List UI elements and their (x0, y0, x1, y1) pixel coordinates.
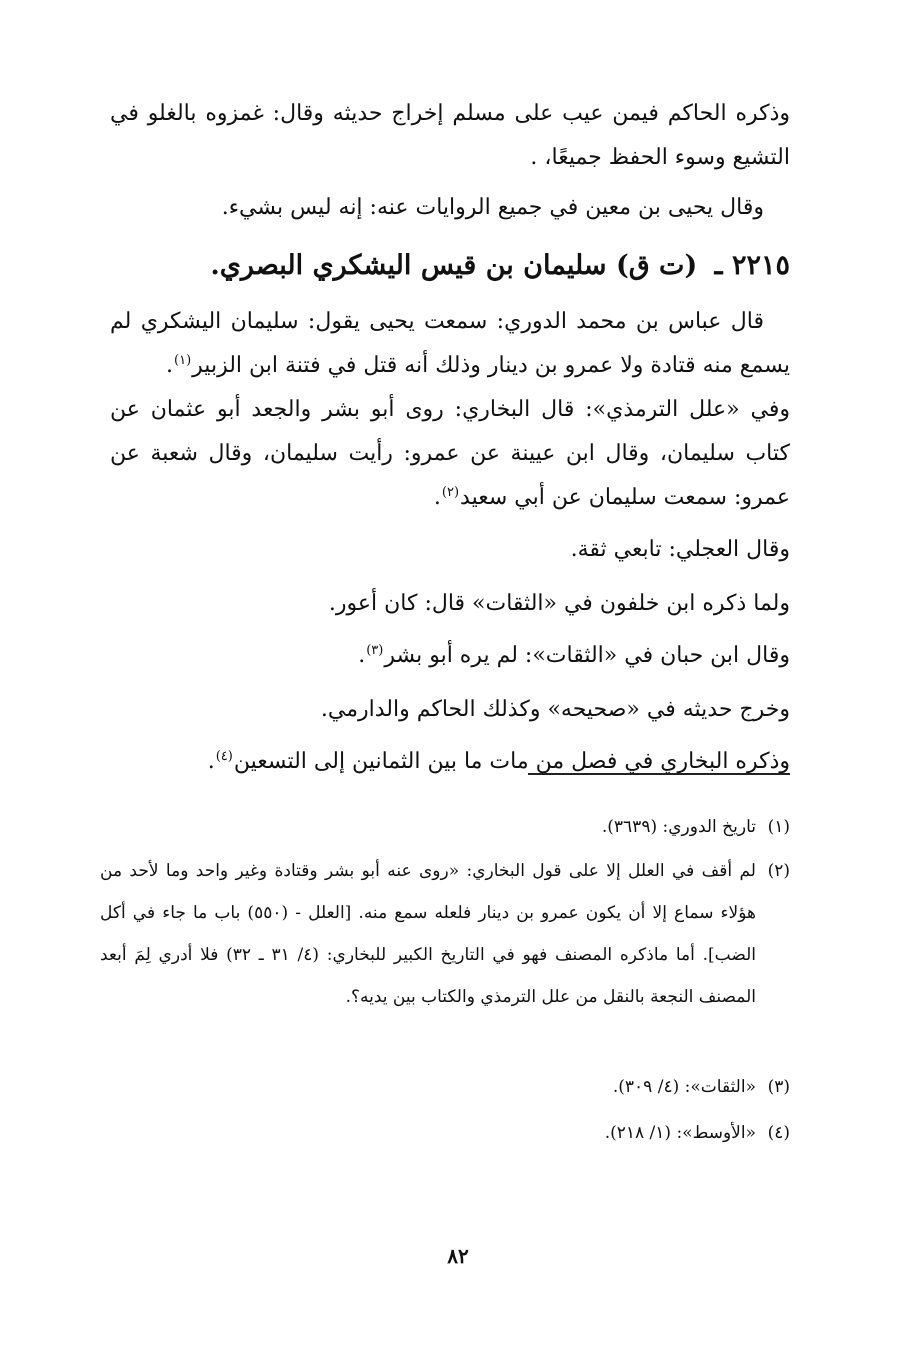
footnote-4 (100, 1112, 790, 1154)
paragraph-abbas-end: . (166, 353, 174, 378)
paragraph-yahya-text: وقال يحيى بن معين في جميع الروايات عنه: إنه ليس بشيء. (221, 195, 764, 220)
entry-heading (110, 244, 790, 288)
footnote-text: تاريخ الدوري: (٣٦٣٩). (601, 817, 756, 837)
paragraph-hakim (110, 92, 790, 180)
footnote-ref-2[interactable]: (٢) (441, 484, 460, 500)
footnote-ref-4[interactable]: (٤) (215, 748, 233, 764)
paragraph-ilal (110, 388, 790, 520)
paragraph-bukhari (110, 740, 790, 784)
paragraph-ilal-text: وفي «علل الترمذي»: قال البخاري: روى أبو بشر والجعد أبو عثمان عن كتاب سليمان، وقال ابن عيينة عن عمرو: رأيت سليمان، وقال شعبة عن عمرو: سمعت سليمان عن أبي سعيد (110, 397, 790, 510)
footnote-divider (528, 773, 790, 775)
footnote-text: «الثقات»: (٤/ ٣٠٩). (612, 1077, 756, 1097)
entry-symbols: (ت ق) (615, 250, 698, 281)
entry-number: ٢٢١٥ ـ (714, 250, 790, 281)
footnote-3 (100, 1066, 790, 1108)
paragraph-hibban-text: وقال ابن حبان في «الثقات»: لم يره أبو بشر (384, 643, 790, 668)
footnote-number: (٤) (767, 1123, 790, 1143)
footnote-text: لم أقف في العلل إلا على قول البخاري: «روى عنه أبو بشر وقتادة وغير واحد وما لأحد من هؤلاء سماع إلا أن يكون عمرو بن دينار فلعله سمع منه. [العلل - (٥٥٠) باب ما جاء في أكل الضب]. أما ماذكره المصنف فهو في التاريخ الكبير للبخاري: (٤/ ٣١ ـ ٣٢) فلا أدري لِمَ أبعد المصنف النجعة بالنقل من علل الترمذي والكتاب بين يديه؟. (100, 861, 756, 1007)
footnote-ref-1[interactable]: (١) (174, 352, 192, 368)
paragraph-bukhari-end: . (207, 749, 215, 774)
paragraph-hibban-end: . (358, 643, 366, 668)
paragraph-sahih (110, 688, 790, 732)
paragraph-sahih-text: وخرج حديثه في «صحيحه» وكذلك الحاكم والدارمي. (320, 697, 790, 722)
footnote-ref-3[interactable]: (٣) (366, 642, 384, 658)
paragraph-hakim-text: وذكره الحاكم فيمن عيب على مسلم إخراج حديثه وقال: غمزوه بالغلو في التشيع وسوء الحفظ جميعًا، . (110, 101, 790, 170)
footnote-number: (١) (767, 817, 790, 837)
paragraph-khalfun (110, 582, 790, 626)
footnote-1 (100, 806, 790, 848)
page-number: ٨٢ (447, 1244, 469, 1268)
paragraph-hibban (110, 634, 790, 678)
footnote-text: «الأوسط»: (١/ ٢١٨). (604, 1123, 756, 1143)
footnote-2 (100, 850, 790, 1060)
paragraph-ijli (110, 528, 790, 572)
paragraph-ilal-end: . (433, 485, 441, 510)
entry-name: سليمان بن قيس اليشكري البصري. (210, 250, 607, 281)
paragraph-abbas-text: قال عباس بن محمد الدوري: سمعت يحيى يقول: سليمان اليشكري لم يسمع منه قتادة ولا عمرو بن دينار وذلك أنه قتل في فتنة ابن الزبير (110, 309, 790, 378)
paragraph-khalfun-text: ولما ذكره ابن خلفون في «الثقات» قال: كان أعور. (328, 591, 790, 616)
footnote-number: (٣) (767, 1077, 790, 1097)
paragraph-yahya (110, 186, 790, 230)
paragraph-bukhari-text: وذكره البخاري في فصل من مات ما بين الثمانين إلى التسعين (233, 749, 790, 774)
paragraph-ijli-text: وقال العجلي: تابعي ثقة. (570, 537, 790, 562)
paragraph-abbas (110, 300, 790, 388)
footnote-number: (٢) (767, 861, 790, 881)
